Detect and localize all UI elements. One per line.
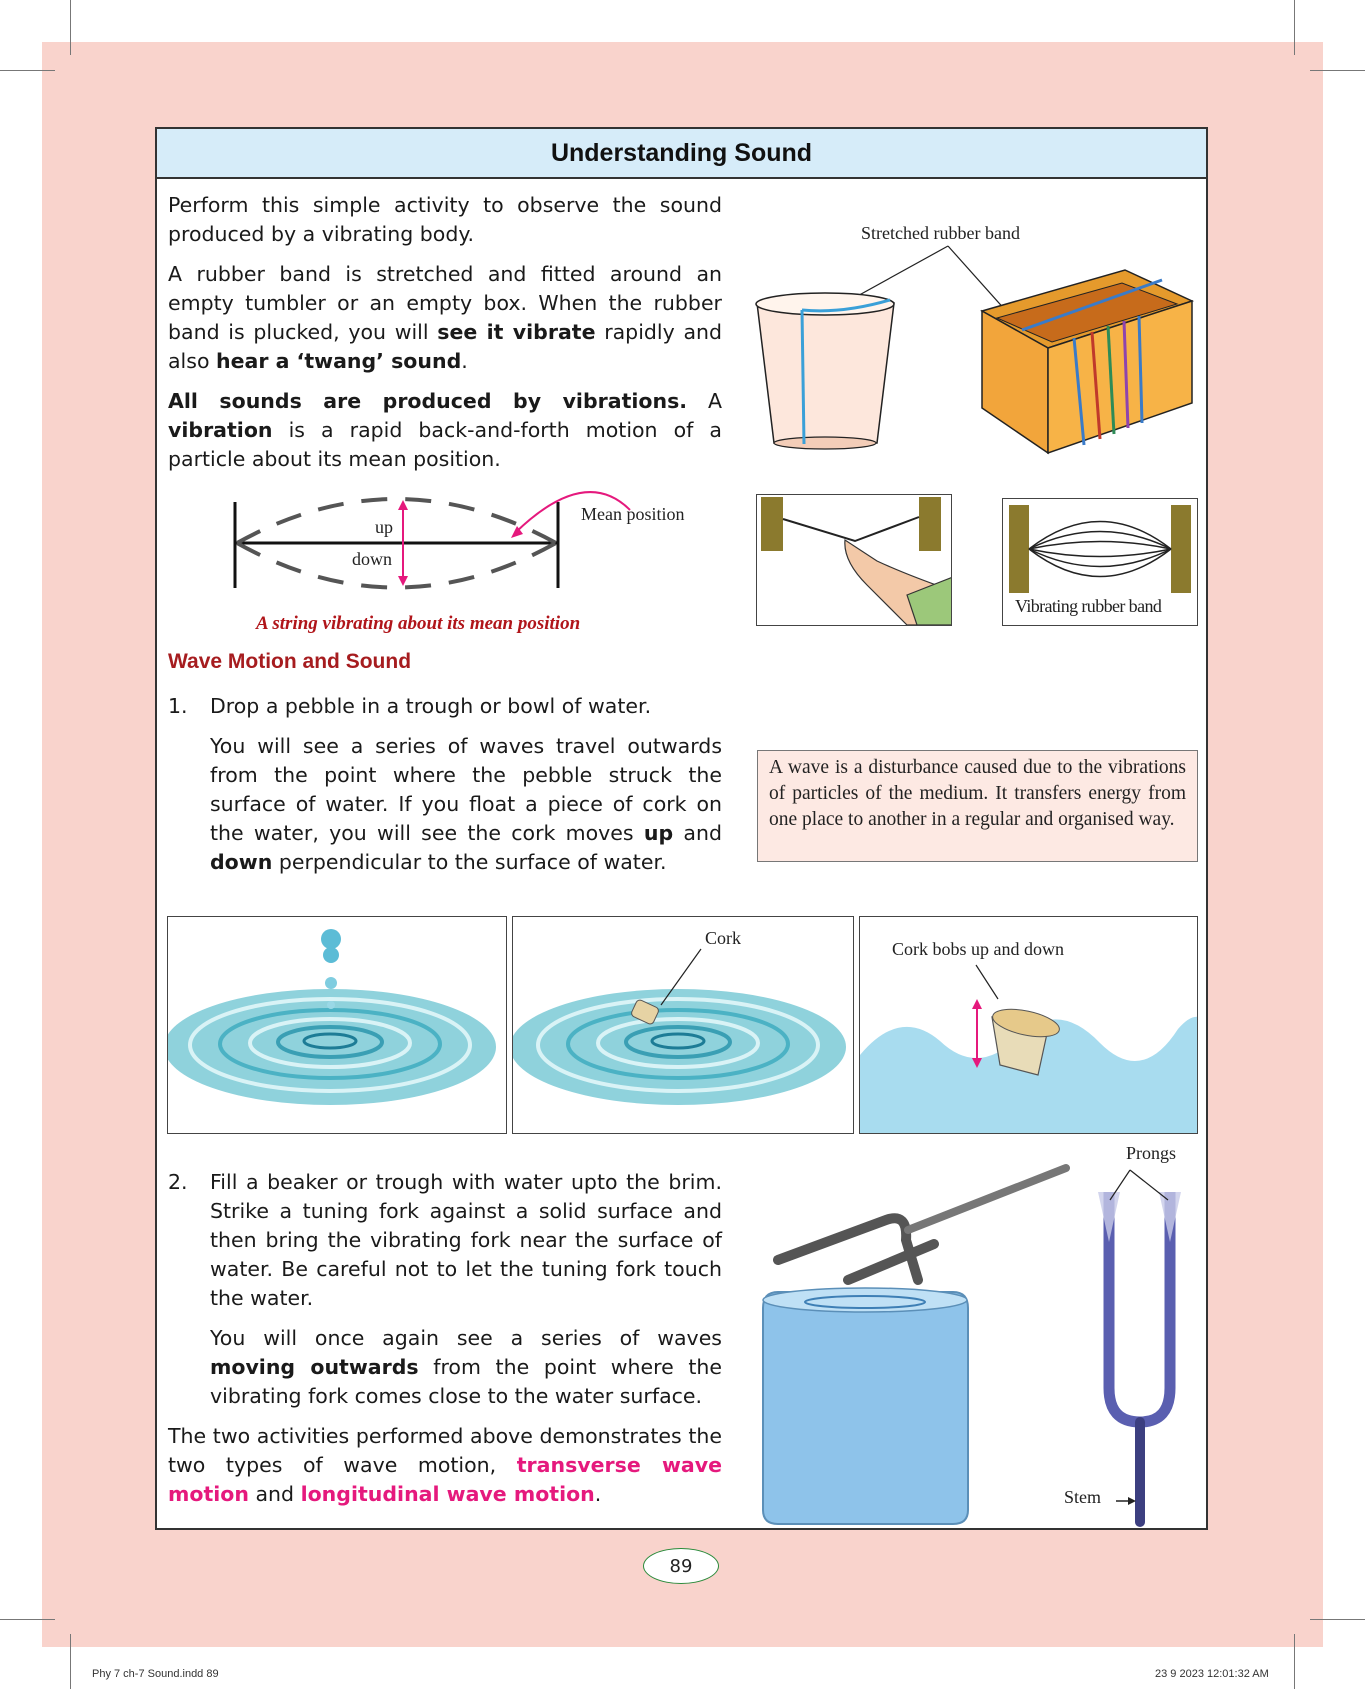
stem-label: Stem bbox=[1064, 1487, 1102, 1507]
intro-text bbox=[168, 191, 722, 474]
slug-file-name: Phy 7 ch-7 Sound.indd 89 bbox=[92, 1668, 219, 1680]
cork-bobbing-image bbox=[859, 916, 1198, 1134]
item-1-paragraph bbox=[210, 732, 722, 877]
item-2-text: Fill a beaker or trough with water upto the brim. Strike a tuning fork against a solid surface and then bring the vibrating fork near the surface of water. Be careful not to let the tuning fork touch the water. bbox=[210, 1170, 722, 1310]
text: The two activities performed above demonstrates the two types of wave motion, bbox=[168, 1424, 722, 1477]
stretched-rubber-band-label: Stretched rubber band bbox=[861, 223, 1020, 243]
intro-paragraph-1: Perform this simple activity to observe the sound produced by a vibrating body. bbox=[168, 193, 722, 246]
mean-position-label: Mean position bbox=[581, 504, 685, 524]
crop-mark bbox=[1294, 0, 1295, 55]
vibrating-band-image bbox=[1002, 498, 1198, 626]
crop-mark bbox=[0, 1619, 55, 1620]
down-label: down bbox=[352, 549, 392, 569]
item-number: 2. bbox=[168, 1170, 188, 1194]
item-number: 1. bbox=[168, 694, 188, 718]
section-heading: Wave Motion and Sound bbox=[168, 650, 412, 673]
wave-definition-box: A wave is a disturbance caused due to the vibrations of particles of the medium. It transfers energy from one place to another in a regular and organised way. bbox=[757, 750, 1198, 862]
tuning-fork-beaker-illustration bbox=[758, 1160, 1198, 1530]
highlight-text: transverse wave motion bbox=[168, 1453, 722, 1506]
vibrating-rubber-band-label: Vibrating rubber band bbox=[1015, 596, 1162, 616]
crop-mark bbox=[70, 1634, 71, 1689]
item-2-paragraph bbox=[210, 1324, 722, 1411]
text: rapidly and also bbox=[168, 320, 723, 373]
cork-bobs-label: Cork bobs up and down bbox=[892, 939, 1064, 959]
bold-text: down bbox=[210, 850, 273, 874]
text: is a rapid back-and-forth motion of a particle about its mean position. bbox=[168, 418, 722, 471]
prongs-label: Prongs bbox=[1126, 1143, 1177, 1163]
vibrating-band-drawing bbox=[1003, 499, 1198, 599]
text: and bbox=[673, 821, 722, 845]
crop-mark bbox=[0, 70, 55, 71]
highlight-text: longitudinal wave motion bbox=[300, 1482, 595, 1506]
text: . bbox=[461, 349, 468, 373]
plucking-band-drawing bbox=[757, 495, 952, 626]
plucking-band-image bbox=[756, 494, 952, 626]
text: perpendicular to the surface of water. bbox=[272, 850, 667, 874]
cork-floating-image bbox=[512, 916, 854, 1134]
bold-text: moving outwards bbox=[210, 1355, 419, 1379]
page-title: Understanding Sound bbox=[157, 129, 1206, 179]
crop-mark bbox=[1294, 1634, 1295, 1689]
page-number: 89 bbox=[643, 1548, 719, 1584]
bold-text: vibration bbox=[168, 418, 273, 442]
tumbler-and-box-illustration bbox=[752, 238, 1202, 458]
item-1 bbox=[168, 692, 722, 877]
ripples-drawing bbox=[168, 917, 507, 1134]
bold-text: see it vibrate bbox=[437, 320, 596, 344]
conclusion-paragraph bbox=[168, 1422, 722, 1509]
crop-mark bbox=[1310, 70, 1365, 71]
bold-text: up bbox=[643, 821, 674, 845]
bold-text: All sounds are produced by vibrations. bbox=[168, 389, 688, 413]
text: . bbox=[594, 1482, 602, 1506]
text: and bbox=[248, 1482, 301, 1506]
text: You will once again see a series of waves bbox=[210, 1326, 722, 1350]
text: from the point where the vibrating fork comes close to the water surface. bbox=[210, 1355, 722, 1408]
up-label: up bbox=[375, 517, 393, 537]
slug-timestamp: 23 9 2023 12:01:32 AM bbox=[1155, 1668, 1269, 1680]
item-1-text: Drop a pebble in a trough or bowl of water. bbox=[210, 694, 652, 718]
item-2 bbox=[168, 1168, 722, 1509]
text: A bbox=[687, 389, 722, 413]
bold-text: hear a ‘twang’ sound bbox=[216, 349, 462, 373]
string-caption: A string vibrating about its mean position bbox=[256, 613, 581, 634]
pebble-drop-image bbox=[167, 916, 507, 1134]
intro-paragraph-2 bbox=[168, 260, 722, 376]
crop-mark bbox=[1310, 1619, 1365, 1620]
text: You will see a series of waves travel outwards from the point where the pebble struck the surface of water. If you float a piece of cork on the water, you will see the cork moves bbox=[210, 734, 722, 845]
string-vibration-diagram bbox=[225, 470, 695, 600]
intro-paragraph-3 bbox=[168, 387, 722, 474]
cork-label: Cork bbox=[705, 928, 741, 948]
text: A rubber band is stretched and fitted around an empty tumbler or an empty box. When the rubber band is plucked, you will bbox=[168, 262, 722, 344]
cork-ripples-drawing bbox=[513, 917, 854, 1134]
crop-mark bbox=[70, 0, 71, 55]
